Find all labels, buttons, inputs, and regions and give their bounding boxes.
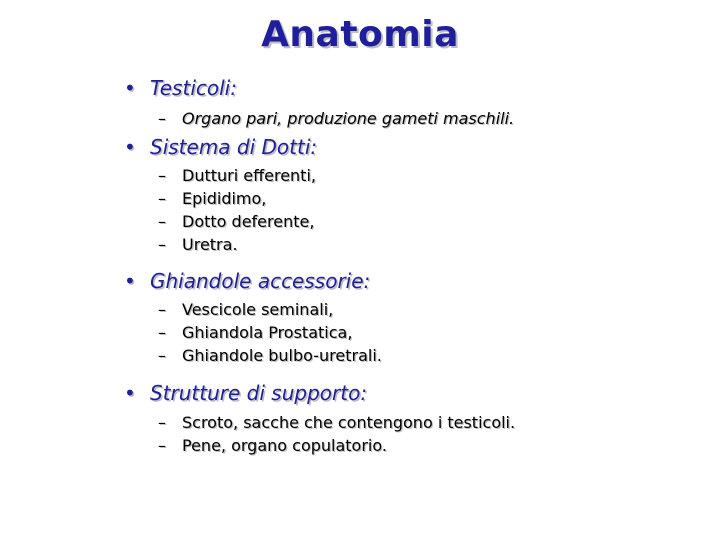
heading-text: Strutture di supporto:: [150, 381, 368, 405]
bullet-icon: •: [124, 76, 136, 100]
slide-title: Anatomia: [261, 14, 459, 55]
section-heading-sistema-di-dotti: [124, 135, 317, 159]
section-heading-testicoli: [124, 76, 237, 100]
list-item: – Uretra.: [158, 235, 238, 254]
list-item: – Ghiandole bulbo-uretrali.: [158, 346, 382, 365]
list-item: – Epididimo,: [158, 189, 267, 208]
list-item: – Pene, organo copulatorio.: [158, 436, 387, 455]
list-item: – Dutturi efferenti,: [158, 166, 316, 185]
heading-text: Testicoli:: [150, 76, 237, 100]
list-item: – Scroto, sacche che contengono i testicoli.: [158, 413, 516, 432]
section-heading-ghiandole-accessorie: [124, 269, 370, 293]
section-heading-strutture-di-supporto: [124, 381, 367, 405]
list-item: – Dotto deferente,: [158, 212, 315, 231]
heading-text: Sistema di Dotti:: [150, 135, 318, 159]
bullet-icon: •: [124, 135, 136, 159]
bullet-icon: •: [124, 381, 136, 405]
list-item: – Vescicole seminali,: [158, 300, 334, 319]
list-item: – Organo pari, produzione gameti maschili.: [158, 109, 515, 128]
bullet-icon: •: [124, 269, 136, 293]
heading-text: Ghiandole accessorie:: [150, 269, 371, 293]
list-item: – Ghiandola Prostatica,: [158, 323, 353, 342]
